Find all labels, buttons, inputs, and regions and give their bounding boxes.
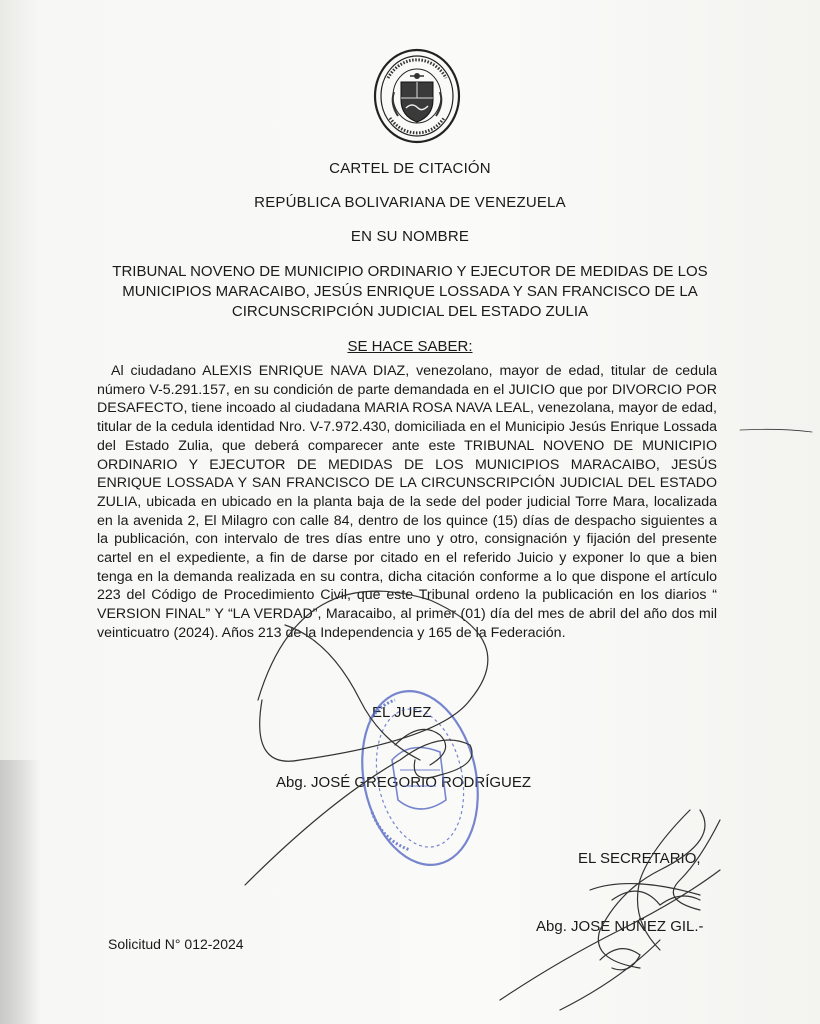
page-shadow	[0, 760, 40, 1024]
citation-body-paragraph: Al ciudadano ALEXIS ENRIQUE NAVA DIAZ, venezolano, mayor de edad, titular de cedula número V-5.291.157, en su condición de parte demandada en el JUICIO que por DIVORCIO POR DESAFECTO, tiene incoado al ciudadana MARIA ROSA NAVA LEAL, venezolana, mayor de edad, titular de la cedula identidad Nro. V-7.972.430, domiciliada en el Municipio Jesús Enrique Lossada del Estado Zulia, que deberá comparecer ante este TRIBUNAL NOVENO DE MUNICIPIO ORDINARIO Y EJECUTOR DE MEDIDAS DE LOS MUNICIPIOS MARACAIBO, JESÚS ENRIQUE LOSSADA Y SAN FRANCISCO DE LA CIRCUNSCRIPCIÓN JUDICIAL DEL ESTADO ZULIA, ubicada en ubicado en la planta baja de la sede del poder judicial Torre Mara, localizada en la avenida 2, El Milagro con calle 84, dentro de los quince (15) días de despacho siguientes a la publicación, con intervalo de tres días entre uno y otro, consignación y fijación del presente cartel en el expediente, a fin de darse por citado en el referido Juicio y exponer lo que a bien tenga en la demanda realizada en su contra, dicha citación conforme a lo que dispone el artículo 223 del Código de Procedimiento Civil, que este Tribunal ordeno la publicación en los diarios “ VERSION FINAL” Y “LA VERDAD”, Maracaibo, al primer (01) día del mes de abril del año dos mil veinticuatro (2024). Años 213 de la Independencia y 165 de la Federación.	[97, 363, 717, 641]
tribunal-heading: TRIBUNAL NOVENO DE MUNICIPIO ORDINARIO Y EJECUTOR DE MEDIDAS DE LOS MUNICIPIOS MARACAIBO, JESÚS ENRIQUE LOSSADA Y SAN FRANCISCO DE LA CIRCUNSCRIPCIÓN JUDICIAL DEL ESTADO ZULIA	[112, 263, 708, 320]
judge-role-label: EL JUEZ	[372, 704, 432, 721]
republic-heading: REPÚBLICA BOLIVARIANA DE VENEZUELA	[254, 194, 566, 211]
secretary-name-label: Abg. JOSE NUÑEZ GIL.-	[536, 918, 704, 935]
judge-name-label: Abg. JOSÉ GREGORIO RODRÍGUEZ	[276, 774, 532, 791]
document-title: CARTEL DE CITACIÓN	[329, 160, 491, 177]
coat-of-arms-seal-icon	[372, 48, 462, 144]
en-su-nombre-heading: EN SU NOMBRE	[350, 228, 470, 245]
request-number-label: Solicitud N° 012-2024	[108, 936, 244, 952]
se-hace-saber-heading: SE HACE SABER:	[347, 338, 473, 355]
secretary-role-label: EL SECRETARIO,	[578, 850, 701, 867]
